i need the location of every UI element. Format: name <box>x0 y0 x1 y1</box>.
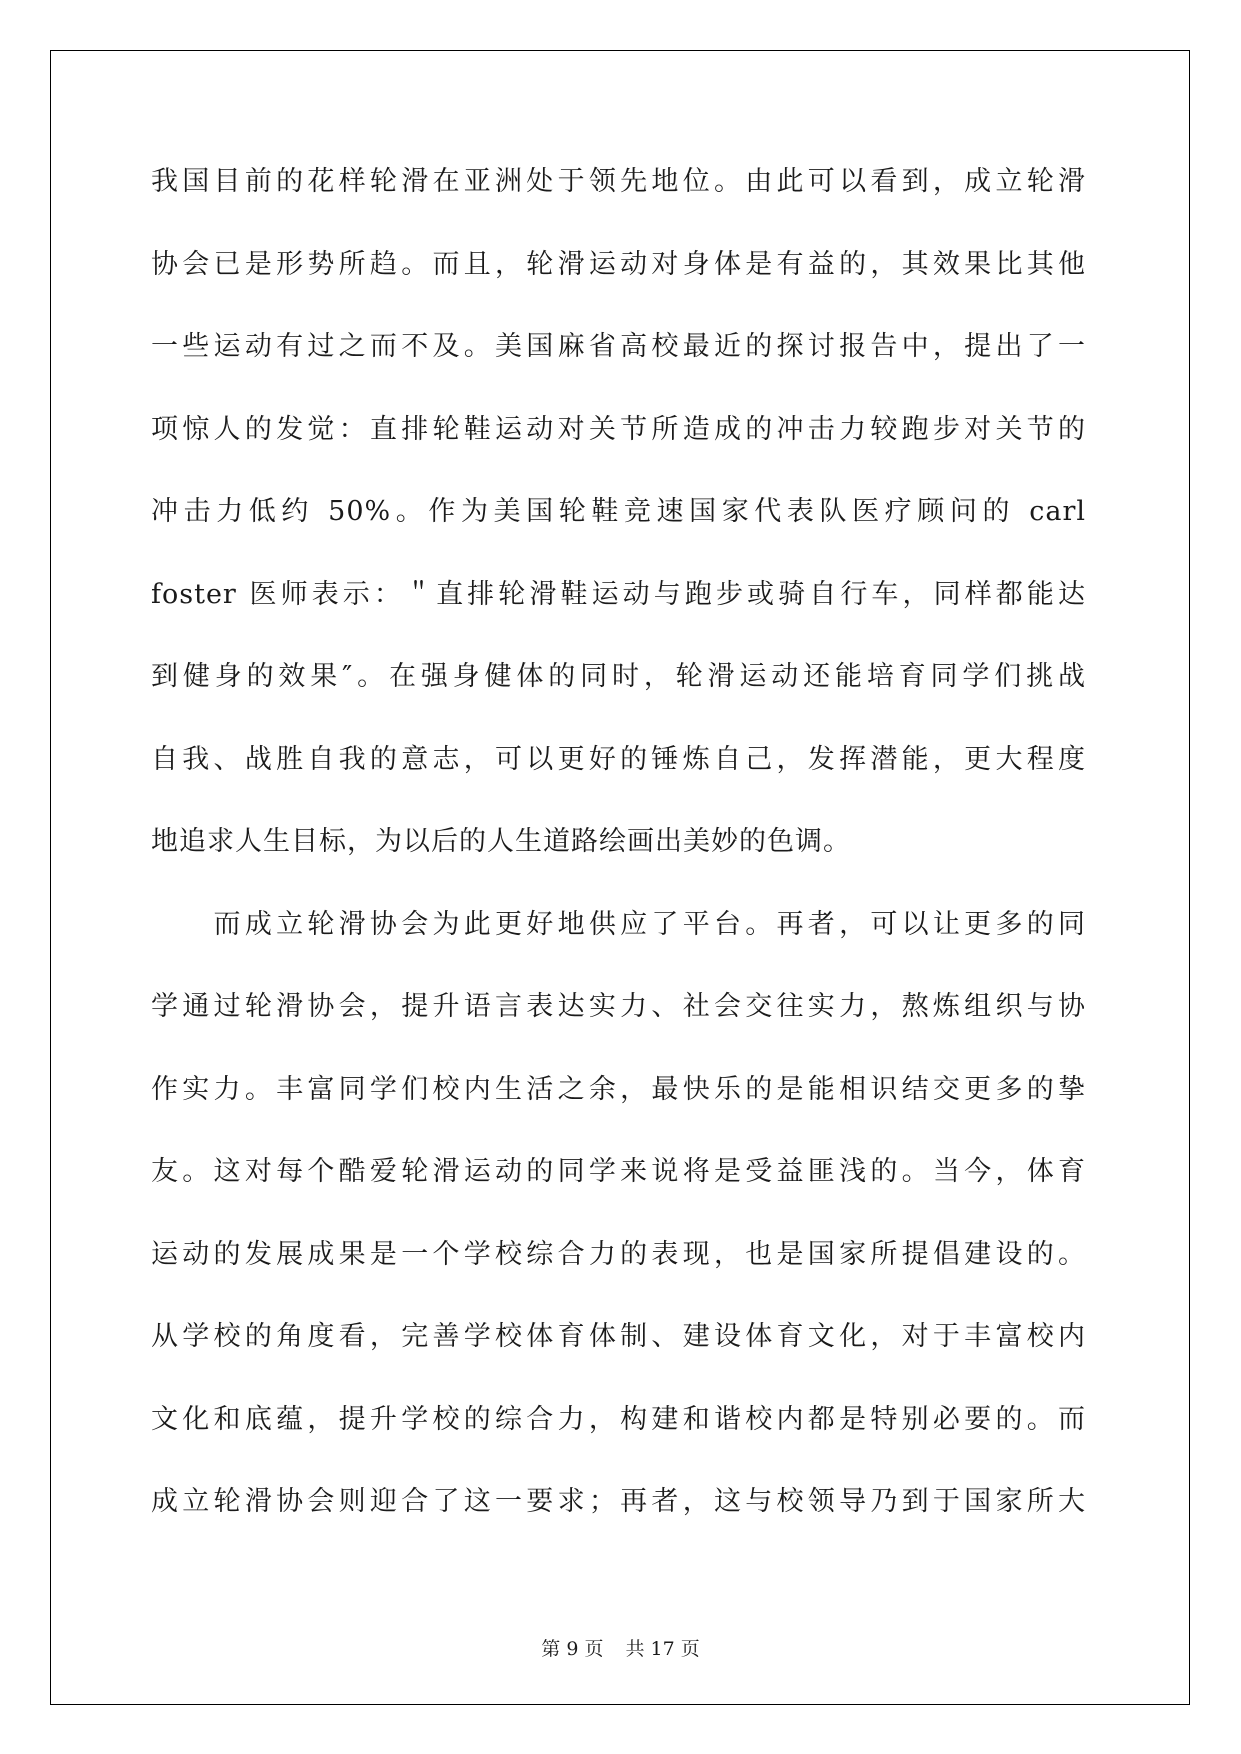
text-line-12: 作实力。丰富同学们校内生活之余，最快乐的是能相识结交更多的挚 <box>151 1073 1086 1105</box>
page-footer <box>0 1634 1241 1661</box>
text-line-8: 自我、战胜自我的意志，可以更好的锤炼自己，发挥潜能，更大程度 <box>151 743 1086 775</box>
text-line-17: 成立轮滑协会则迎合了这一要求；再者，这与校领导乃到于国家所大 <box>151 1486 1086 1517</box>
text-line-4: 项惊人的发觉：直排轮鞋运动对关节所造成的冲击力较跑步对关节的 <box>151 413 1086 445</box>
text-line-13: 友。这对每个酷爱轮滑运动的同学来说将是受益匪浅的。当今，体育 <box>151 1156 1086 1187</box>
text-line-15: 从学校的角度看，完善学校体育体制、建设体育文化，对于丰富校内 <box>151 1321 1086 1352</box>
text-line-3: 一些运动有过之而不及。美国麻省高校最近的探讨报告中，提出了一 <box>151 331 1086 362</box>
text-line-1: 我国目前的花样轮滑在亚洲处于领先地位。由此可以看到，成立轮滑 <box>151 166 1086 197</box>
text-line-10: 而成立轮滑协会为此更好地供应了平台。再者，可以让更多的同 <box>151 908 1086 940</box>
text-line-9: 地追求人生目标，为以后的人生道路绘画出美妙的色调。 <box>151 826 851 857</box>
text-line-7: 到健身的效果″。在强身健体的同时，轮滑运动还能培育同学们挑战 <box>151 661 1086 692</box>
text-line-2: 协会已是形势所趋。而且，轮滑运动对身体是有益的，其效果比其他 <box>151 248 1086 280</box>
text-line-6: foster 医师表示：＂直排轮滑鞋运动与跑步或骑自行车，同样都能达 <box>151 578 1086 610</box>
text-line-14: 运动的发展成果是一个学校综合力的表现，也是国家所提倡建设的。 <box>151 1238 1086 1270</box>
document-body <box>151 162 1086 1565</box>
text-line-11: 学通过轮滑协会，提升语言表达实力、社会交往实力，熬炼组织与协 <box>151 991 1086 1022</box>
text-line-5: 冲击力低约 50%。作为美国轮鞋竞速国家代表队医疗顾问的 carl <box>151 496 1086 527</box>
page-number: 第 9 页 <box>541 1638 604 1660</box>
total-pages: 共 17 页 <box>625 1638 700 1660</box>
text-line-16: 文化和底蕴，提升学校的综合力，构建和谐校内都是特别必要的。而 <box>151 1403 1086 1435</box>
